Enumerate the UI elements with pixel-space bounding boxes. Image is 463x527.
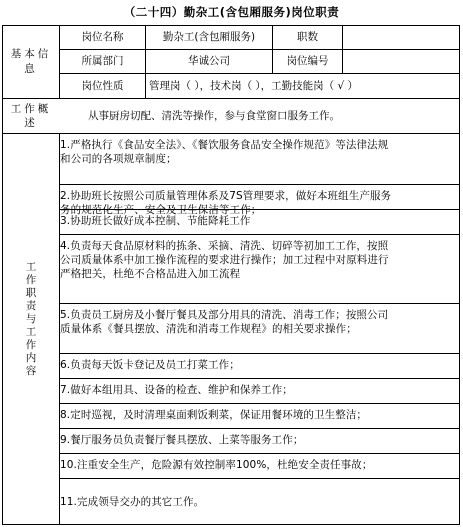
label-job-title: 岗位名称	[81, 31, 124, 43]
list-item	[60, 214, 455, 228]
list-item	[60, 358, 455, 372]
list-item-line: 2.协助班长按照公司质量管理体系及7S管理要求，做好本班组生产服务	[60, 190, 392, 202]
list-item-line: 质量体系《餐具摆放、清洗和消毒工作规程》的相关要求操作；	[60, 323, 357, 335]
list-item	[60, 433, 455, 447]
col-divider	[342, 25, 343, 73]
list-item-line: 7.做好本组用具、设备的检查、维护和保养工作；	[60, 384, 293, 396]
list-item-line: 5.负责员工厨房及小餐厅餐具及部分用具的清洗、消毒工作；按照公司	[60, 309, 389, 321]
list-item-line: 4.负责每天食品原材料的拣条、采摘、清洗、切碎等初加工工作，按照	[60, 240, 389, 252]
value-department: 华诚公司	[188, 55, 230, 67]
list-item	[60, 138, 455, 166]
table-border-top	[2, 25, 460, 26]
section-divider	[2, 98, 460, 99]
row-divider	[59, 478, 460, 479]
row-divider	[59, 184, 460, 185]
list-item	[60, 189, 455, 217]
list-item-line: 严格把关，杜绝不合格品进入加工流程	[60, 268, 241, 280]
row-divider	[59, 378, 460, 379]
overview-text: 从事厨房切配、清洗等操作，参与食堂窗口服务工作。	[88, 110, 340, 122]
label-job-nature: 岗位性质	[81, 80, 124, 92]
job-duty-table	[2, 25, 460, 525]
row-divider	[59, 453, 460, 454]
list-item-line: 公司质量体系中加工操作流程的要求进行操作；加工过程中对原料进行	[60, 254, 389, 266]
table-border-bottom	[2, 524, 460, 525]
list-item	[60, 408, 455, 422]
page-title: （二十四）勤杂工(含包厢服务)岗位职责	[123, 5, 340, 19]
row-divider	[59, 303, 460, 304]
list-item-line: 8.定时巡视，及时清理桌面剩饭剩菜，保证用餐环境的卫生整洁；	[60, 409, 368, 421]
list-item	[60, 495, 455, 509]
section-label-overview: 工作概述	[10, 103, 52, 129]
value-job-title: 勤杂工(含包厢服务)	[162, 31, 256, 43]
list-item-line: 务的规范化生产、安全及卫生保洁等工作；	[60, 204, 262, 216]
row-divider	[59, 49, 460, 50]
list-item-line: 9.餐厅服务员负责餐厅餐具摆放、上菜等服务工作；	[60, 434, 304, 446]
value-job-nature: 管理岗（ ），技术岗（ ），工勤技能岗（ √ ）	[149, 80, 359, 92]
row-divider	[59, 353, 460, 354]
label-headcount: 职数	[297, 31, 318, 43]
list-item	[60, 458, 455, 472]
label-job-code: 岗位编号	[286, 55, 329, 67]
list-item	[60, 239, 455, 281]
list-item	[60, 383, 455, 397]
list-item-line: 6.负责每天饭卡登记及员工打菜工作；	[60, 359, 240, 371]
list-item-line: 1.严格执行《食品安全法》、《餐饮服务食品安全操作规范》等法律法规	[60, 139, 389, 151]
table-border-left	[2, 25, 3, 525]
row-divider	[59, 403, 460, 404]
list-item-line: 3.协助班长做好成本控制、节能降耗工作	[60, 215, 251, 227]
row-divider	[59, 234, 460, 235]
row-divider	[59, 73, 460, 74]
list-item-line: 11.完成领导交办的其它工作。	[60, 496, 205, 508]
list-item-line: 10.注重安全生产，危险源有效控制率100%，杜绝安全责任事故；	[60, 459, 373, 471]
list-item	[60, 308, 455, 336]
table-border-right	[459, 25, 460, 525]
section-label-duties: 工作职责与工作内容	[25, 261, 37, 377]
label-department: 所属部门	[81, 55, 124, 67]
list-item-line: 和公司的各项规章制度；	[60, 153, 177, 165]
row-divider	[59, 428, 460, 429]
section-divider	[2, 133, 460, 134]
section-label-basic-info: 基本信息	[10, 48, 52, 75]
